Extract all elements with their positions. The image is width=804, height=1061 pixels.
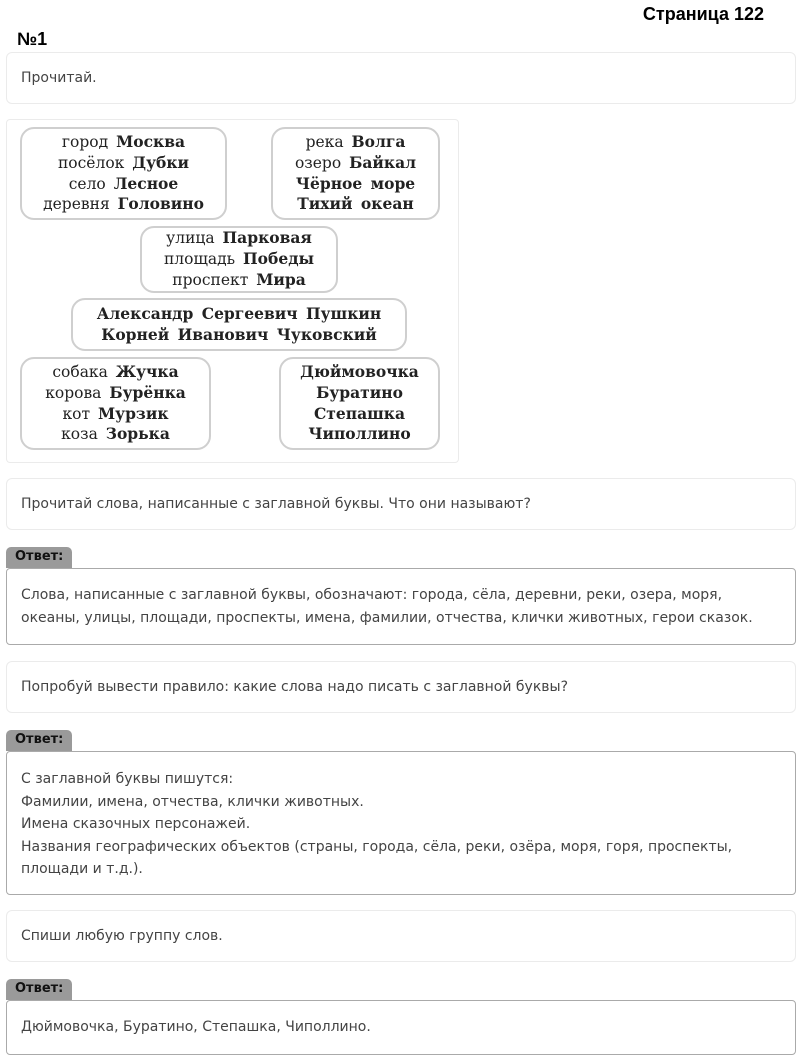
common-noun: город <box>61 133 117 152</box>
proper-noun: Парковая <box>222 228 312 248</box>
proper-noun: Бурёнка <box>109 382 186 402</box>
common-noun: корова <box>45 383 110 402</box>
prompt-text: Спиши любую группу слов. <box>21 928 223 944</box>
textbook-illustration <box>6 119 459 463</box>
proper-noun: Мира <box>256 269 306 289</box>
word-line <box>22 132 225 153</box>
proper-noun: Лесное <box>113 173 179 193</box>
page-number: Страница 122 <box>642 4 764 24</box>
proper-noun: Дюймовочка <box>300 362 419 382</box>
answer-line: С заглавной буквы пишутся: <box>21 771 234 787</box>
proper-noun: Александр Сергеевич Пушкин <box>96 303 382 323</box>
common-noun: село <box>68 174 114 193</box>
word-group-animals <box>20 357 211 450</box>
word-group-people <box>71 298 407 351</box>
word-line <box>142 228 336 249</box>
proper-noun: Степашка <box>313 403 406 423</box>
word-line <box>281 362 438 383</box>
word-group-streets <box>140 226 338 293</box>
common-noun: посёлок <box>57 153 133 172</box>
answer-label: Ответ: <box>6 730 72 751</box>
proper-noun: Дубки <box>132 152 190 172</box>
word-group-characters <box>279 357 440 450</box>
proper-noun: Москва <box>116 132 186 152</box>
prompt-rule <box>6 661 796 713</box>
answer-box-2 <box>6 751 796 895</box>
word-group-settlements <box>20 127 227 220</box>
proper-noun: Чиполлино <box>308 424 411 444</box>
word-line <box>73 325 405 346</box>
prompt-text: Прочитай. <box>21 70 97 86</box>
answer-label: Ответ: <box>6 979 72 1000</box>
proper-noun: Корней Иванович Чуковский <box>101 324 377 344</box>
common-noun: кот <box>62 404 99 423</box>
prompt-text: Прочитай слова, написанные с заглавной буквы. Что они называют? <box>21 496 531 512</box>
common-noun: озеро <box>294 153 350 172</box>
word-line <box>273 194 438 215</box>
word-line <box>281 424 438 445</box>
word-line <box>142 270 336 291</box>
proper-noun: Жучка <box>115 362 179 382</box>
common-noun: река <box>305 133 352 152</box>
word-line <box>22 404 209 425</box>
word-line <box>22 174 225 195</box>
word-line <box>273 153 438 174</box>
proper-noun: Тихий океан <box>297 194 414 214</box>
prompt-text: Попробуй вывести правило: какие слова надо писать с заглавной буквы? <box>21 679 569 695</box>
proper-noun: Мурзик <box>98 403 169 423</box>
common-noun: коза <box>61 425 106 444</box>
answer-label: Ответ: <box>6 547 72 568</box>
common-noun: улица <box>166 229 223 248</box>
word-line <box>22 362 209 383</box>
word-line <box>22 153 225 174</box>
word-line <box>273 132 438 153</box>
prompt-what-do-they-name <box>6 478 796 530</box>
proper-noun: Буратино <box>316 382 403 402</box>
word-group-water <box>271 127 440 220</box>
word-line <box>281 383 438 404</box>
common-noun: проспект <box>172 270 257 289</box>
common-noun: собака <box>52 363 116 382</box>
word-line <box>22 383 209 404</box>
task-number: №1 <box>17 29 48 49</box>
word-line <box>281 404 438 425</box>
answer-line: Названия географических объектов (страны, города, сёла, реки, озёра, моря, горя, проспекты, площади и т.д.). <box>21 838 733 877</box>
answer-line: Фамилии, имена, отчества, клички животных. <box>21 793 364 810</box>
answer-line: Дюймовочка, Буратино, Степашка, Чиполлино. <box>21 1019 371 1035</box>
proper-noun: Зорька <box>105 424 170 444</box>
answer-box-1 <box>6 568 796 645</box>
word-line <box>273 174 438 195</box>
common-noun: деревня <box>43 195 118 214</box>
prompt-read <box>6 52 796 104</box>
word-line <box>142 249 336 270</box>
answer-line: Имена сказочных персонажей. <box>21 816 251 832</box>
word-line <box>73 304 405 325</box>
proper-noun: Байкал <box>349 152 417 172</box>
answer-line: Слова, написанные с заглавной буквы, обозначают: города, сёла, деревни, реки, озера, моря, океаны, улицы, площади, проспекты, имена, фамилии, отчества, клички животных, герои сказок. <box>21 587 753 626</box>
proper-noun: Волга <box>351 132 406 152</box>
proper-noun: Победы <box>243 249 315 269</box>
word-line <box>22 424 209 445</box>
word-line <box>22 194 225 215</box>
common-noun: площадь <box>163 250 244 269</box>
proper-noun: Головино <box>117 194 204 214</box>
answer-box-3 <box>6 1000 796 1055</box>
prompt-copy-group <box>6 910 796 962</box>
proper-noun: Чёрное море <box>295 173 416 193</box>
